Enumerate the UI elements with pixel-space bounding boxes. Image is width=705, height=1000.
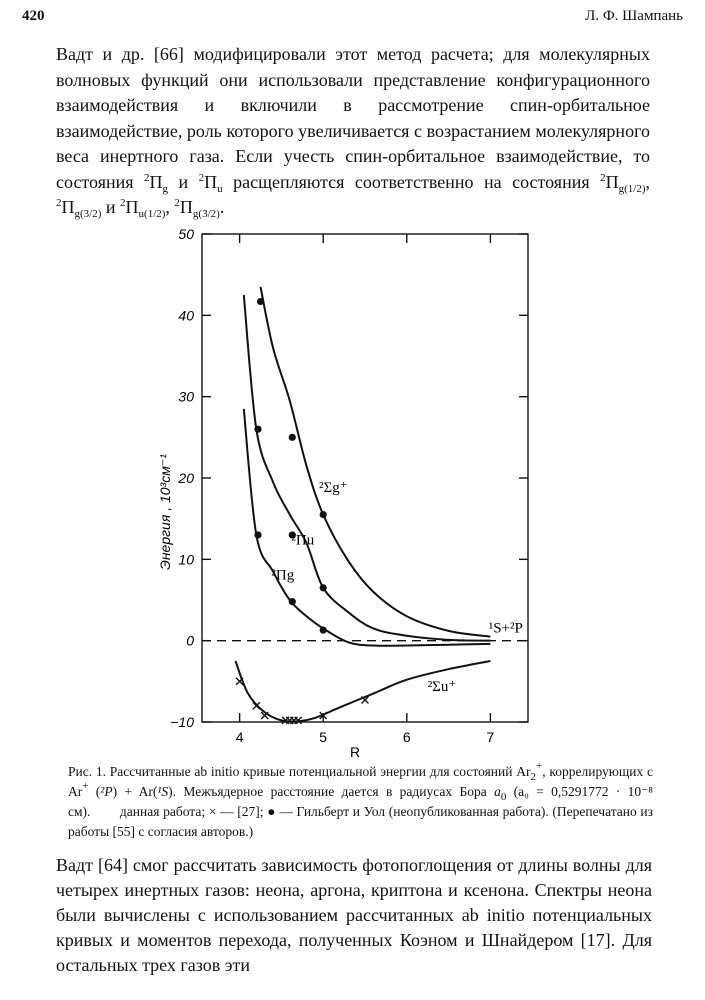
term-sub: g(3/2): [192, 208, 220, 220]
caption-sup: +: [82, 780, 89, 792]
label-pi-g: ²Πg: [271, 567, 295, 584]
figure-potential-curves: [150, 222, 550, 762]
markers: [236, 298, 368, 724]
x-tick-label: 4: [235, 729, 244, 745]
y-tick-label: 30: [178, 388, 194, 405]
sep: ,: [645, 171, 650, 192]
caption-text-6: (a₀ = 0,5291772 · 10⁻⁸ см).: [68, 784, 653, 819]
term-sub: g(1/2): [618, 182, 646, 195]
x-tick-label: 5: [319, 729, 328, 745]
potential-curves-chart: [150, 222, 550, 762]
paragraph-1-text-a: Вадт и др. [66] модифицировали этот метод расчета; для молекулярных волновых функций они использовали представление конфигурационного взаимодействия и включили в рассмотрение спин-орбитальное взаимодействие, роль которого увеличивается с возрастанием молекулярного веса инертного газа. Если учесть спин-орбитальное взаимодействие, то состояния: [56, 44, 650, 192]
caption-text-7: данная работа; × — [27]; ● — Гильберт и Уол (неопубликованная работа). (Перепечатано из работы [55] с согласия авторов.): [68, 804, 653, 839]
term-sup: 2: [600, 171, 606, 184]
paragraph-2: [56, 853, 652, 978]
caption-term-s: ¹S: [157, 784, 169, 799]
y-tick-label: −10: [170, 714, 194, 730]
pi-symbol: Π: [61, 197, 75, 217]
x-axis-label: R: [349, 744, 361, 760]
point-gilbert-wahl: [254, 426, 261, 433]
conj: и: [168, 171, 199, 192]
series-lines: [235, 287, 490, 722]
point-gilbert-wahl: [320, 511, 327, 518]
paragraph-2-text: Вадт [64] смог рассчитать зависимость фотопоглощения от длины волны для четырех инертных газов: неона, аргона, криптона и ксенона. Спектры неона были вычислены с использованием рассчитанных ab initio потенциальных кривых и моментов перехода, полученных Коэном и Шнайдером [17]. Для остальных трех газов эти: [56, 855, 652, 975]
term-sub: g: [162, 182, 169, 195]
caption-text-4: ) + Ar(: [112, 784, 158, 799]
sep: .: [219, 197, 225, 217]
label-sigma-g: ²Σg⁺: [319, 479, 348, 496]
series-line-2: [244, 409, 491, 646]
y-tick-label: 20: [178, 470, 194, 486]
point-gilbert-wahl: [289, 434, 296, 441]
y-tick-label: 10: [178, 551, 194, 568]
term-sup: 2: [56, 197, 62, 209]
caption-a0: a: [494, 784, 501, 799]
pi-symbol: Π: [204, 171, 218, 192]
page-number: 420: [22, 8, 45, 24]
pi-symbol: Π: [125, 197, 139, 217]
sep: ,: [165, 197, 175, 217]
axes: [202, 234, 528, 722]
caption-text-5: ). Межъядерное расстояние дается в радиусах Бора: [168, 784, 495, 799]
series-line-0: [261, 287, 491, 637]
conj: и: [101, 197, 121, 217]
term-sub: g(3/2): [74, 208, 102, 220]
term-sup: 2: [144, 171, 150, 184]
caption-text-2: , коррелирующих с Ar: [68, 764, 653, 799]
figure-caption: [68, 762, 653, 842]
x-tick-label: 7: [486, 729, 495, 745]
y-axis-label: Энергия , 10³см⁻¹: [157, 454, 173, 570]
paragraph-1-text-b: расщепляются соответственно на состояния: [222, 171, 601, 192]
term-sub: u(1/2): [138, 208, 166, 220]
point-gilbert-wahl: [257, 298, 264, 305]
point-gilbert-wahl: [254, 531, 261, 538]
page-header: [22, 8, 683, 30]
running-head: Л. Ф. Шампань: [585, 8, 683, 24]
point-gilbert-wahl: [320, 626, 327, 633]
label-pi-u: ²Πu: [291, 532, 315, 549]
term-sup: 2: [198, 171, 205, 184]
pi-symbol: Π: [605, 171, 619, 192]
caption-text-3: (: [88, 784, 101, 799]
label-sigma-u: ²Σu⁺: [427, 679, 457, 696]
y-tick-label: 40: [178, 307, 194, 324]
term-sup: 2: [174, 197, 180, 209]
term-sub: u: [217, 182, 223, 195]
plot-frame: [202, 234, 528, 722]
ticks: [170, 226, 528, 745]
series-line-1: [244, 295, 491, 641]
y-tick-label: 50: [178, 226, 194, 242]
x-tick-label: 6: [402, 729, 411, 745]
caption-term-p: ²P: [100, 784, 113, 799]
term-sup: 2: [120, 197, 126, 209]
caption-sup: +: [536, 760, 543, 772]
pi-symbol: Π: [179, 197, 193, 217]
paragraph-1: [56, 42, 650, 221]
point-gilbert-wahl: [289, 598, 296, 605]
y-tick-label: 0: [186, 632, 194, 649]
pi-symbol: Π: [149, 171, 163, 192]
caption-sub: 2: [530, 771, 536, 783]
point-gilbert-wahl: [320, 584, 327, 591]
caption-sub: 0: [500, 791, 507, 803]
label-asymptote: ¹S+²P: [488, 620, 523, 637]
caption-text-1: Рис. 1. Рассчитанные ab initio кривые потенциальной энергии для состояний Ar: [68, 764, 531, 779]
